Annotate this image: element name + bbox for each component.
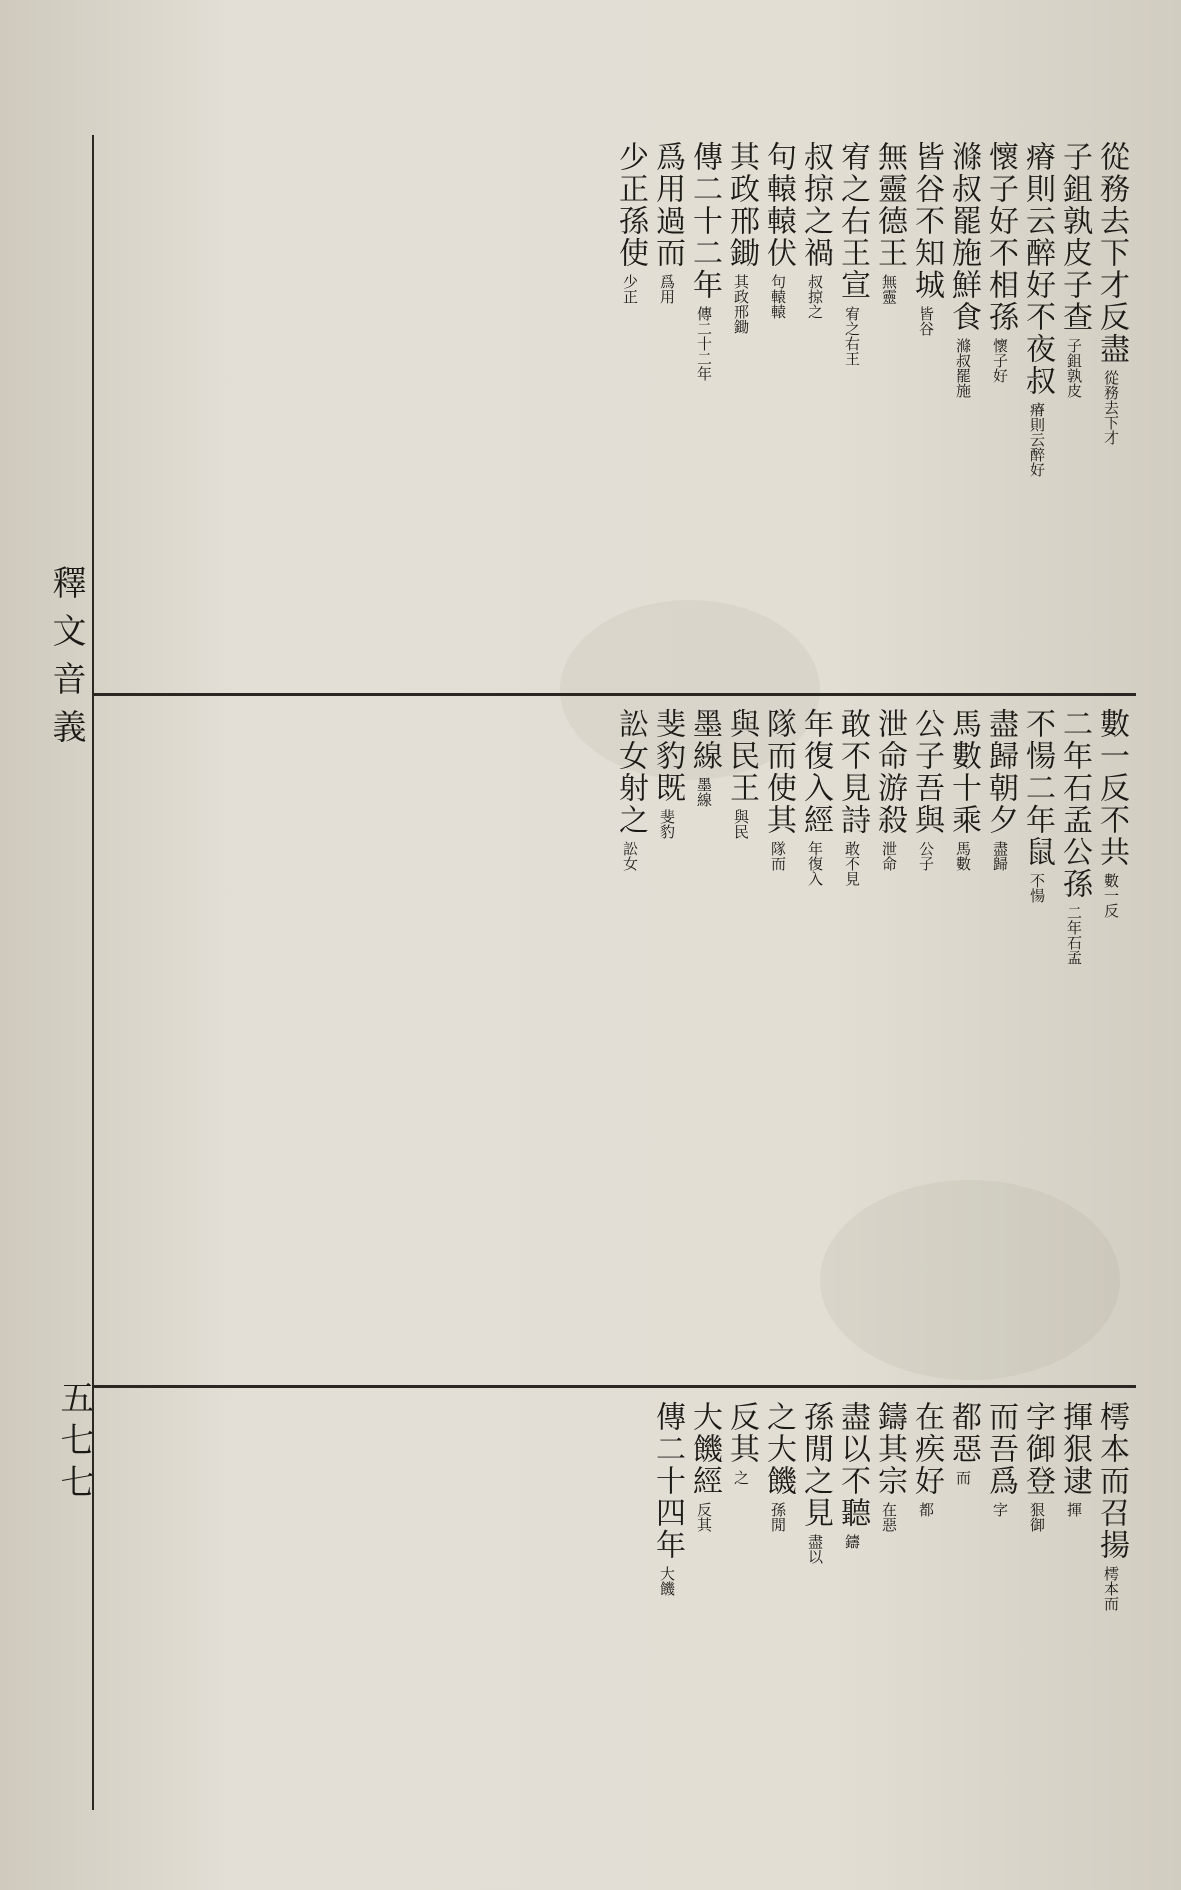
page-number: 五七七: [54, 1380, 94, 1506]
column-annotation: 瘠則云醉好: [1028, 397, 1046, 477]
text-frame: [92, 135, 1136, 1810]
column-annotation: 宥之右王: [843, 301, 861, 366]
text-column: 馬數十乘 馬數: [946, 708, 981, 871]
column-annotation: 二年石孟: [1065, 900, 1083, 965]
text-column: 年復入經 年復入: [798, 708, 833, 886]
text-band-middle: [94, 702, 1136, 1382]
text-column: 盡以不聽 鑄: [835, 1401, 870, 1549]
text-column: 宥之右王宣 宥之右王: [835, 141, 870, 366]
column-annotation: 與民: [732, 804, 750, 839]
text-column: 之大饑 孫閒: [761, 1401, 796, 1532]
column-annotation: 其政邢鋤: [732, 269, 750, 334]
column-annotation: 盡歸: [991, 836, 1009, 871]
text-column: 揮狠逮 揮: [1057, 1401, 1092, 1517]
text-column: 無靈德王 無靈: [872, 141, 907, 304]
column-annotation: 子鉏孰皮: [1065, 333, 1083, 398]
column-annotation: 句轅轅: [769, 269, 787, 319]
column-annotation: 斐豹: [658, 804, 676, 839]
text-column: 不愓二年鼠 不愓: [1020, 708, 1055, 903]
column-annotation: 在惡: [880, 1497, 898, 1532]
column-annotation: 懷子好: [991, 333, 1009, 383]
text-column: 斐豹既 斐豹: [650, 708, 685, 839]
text-band-lower: [94, 1395, 1136, 1810]
column-annotation: 馬數: [954, 836, 972, 871]
column-annotation: 無靈: [880, 269, 898, 304]
text-column: 瘠則云醉好不夜叔 瘠則云醉好: [1020, 141, 1055, 477]
text-column: 滌叔罷施鮮食 滌叔罷施: [946, 141, 981, 398]
text-column: 與民王 與民: [724, 708, 759, 839]
column-annotation: 數一反: [1102, 868, 1120, 918]
text-column: 公子吾與 公子: [909, 708, 944, 871]
text-column: 墨線 墨線: [687, 708, 722, 807]
column-annotation: 之: [732, 1465, 750, 1485]
running-head: 釋文音義: [46, 565, 86, 757]
column-annotation: 叔掠之: [806, 269, 824, 319]
text-column: 而吾爲 字: [983, 1401, 1018, 1517]
column-annotation: 都: [917, 1497, 935, 1517]
text-column: 懷子好不相孫 懷子好: [983, 141, 1018, 383]
column-annotation: 隊而: [769, 836, 787, 871]
column-annotation: 少正: [621, 269, 639, 304]
column-annotation: 皆谷: [917, 301, 935, 336]
text-column: 訟女射之 訟女: [613, 708, 648, 871]
text-band-upper: [94, 135, 1136, 690]
text-column: 盡歸朝夕 盡歸: [983, 708, 1018, 871]
column-annotation: 鑄: [843, 1529, 861, 1549]
text-column: 大饑經 反其: [687, 1401, 722, 1532]
column-annotation: 滌叔罷施: [954, 333, 972, 398]
text-column: 傳二十四年 大饑: [650, 1401, 685, 1596]
text-column: 敢不見詩 敢不見: [835, 708, 870, 886]
column-annotation: 公子: [917, 836, 935, 871]
column-annotation: 敢不見: [843, 836, 861, 886]
text-column: 隊而使其 隊而: [761, 708, 796, 871]
column-annotation: 大饑: [658, 1561, 676, 1596]
text-column: 反其 之: [724, 1401, 759, 1485]
column-annotation: 盡以: [806, 1529, 824, 1564]
column-annotation: 狠御: [1028, 1497, 1046, 1532]
text-column: 樗本而召揚 樗本而: [1094, 1401, 1129, 1611]
column-annotation: 字: [991, 1497, 1009, 1517]
column-annotation: 不愓: [1028, 868, 1046, 903]
text-column: 傳二十二年 傳二十二年: [687, 141, 722, 381]
column-annotation: 而: [954, 1465, 972, 1485]
text-column: 其政邢鋤 其政邢鋤: [724, 141, 759, 334]
column-annotation: 訟女: [621, 836, 639, 871]
text-column: 都惡 而: [946, 1401, 981, 1485]
text-column: 在疾好 都: [909, 1401, 944, 1517]
text-column: 皆谷不知城 皆谷: [909, 141, 944, 336]
text-column: 字御登 狠御: [1020, 1401, 1055, 1532]
column-annotation: 年復入: [806, 836, 824, 886]
column-annotation: 墨線: [695, 772, 713, 807]
column-annotation: 反其: [695, 1497, 713, 1532]
text-column: 二年石孟公孫 二年石孟: [1057, 708, 1092, 965]
text-column: 數一反不共 數一反: [1094, 708, 1129, 918]
column-annotation: 樗本而: [1102, 1561, 1120, 1611]
column-annotation: 泄命: [880, 836, 898, 871]
text-column: 爲用過而 爲用: [650, 141, 685, 304]
text-column: 鑄其宗 在惡: [872, 1401, 907, 1532]
text-column: 少正孫使 少正: [613, 141, 648, 304]
horizontal-rule: [94, 1385, 1136, 1388]
text-column: 子鉏孰皮子查 子鉏孰皮: [1057, 141, 1092, 398]
column-annotation: 從務去下才: [1102, 365, 1120, 445]
text-column: 孫閒之見 盡以: [798, 1401, 833, 1564]
column-annotation: 揮: [1065, 1497, 1083, 1517]
column-annotation: 孫閒: [769, 1497, 787, 1532]
text-column: 從務去下才反盡 從務去下才: [1094, 141, 1129, 445]
text-column: 句轅轅伏 句轅轅: [761, 141, 796, 319]
horizontal-rule: [94, 693, 1136, 696]
text-column: 叔掠之禍 叔掠之: [798, 141, 833, 319]
column-annotation: 爲用: [658, 269, 676, 304]
column-annotation: 傳二十二年: [695, 301, 713, 381]
text-column: 泄命游殺 泄命: [872, 708, 907, 871]
